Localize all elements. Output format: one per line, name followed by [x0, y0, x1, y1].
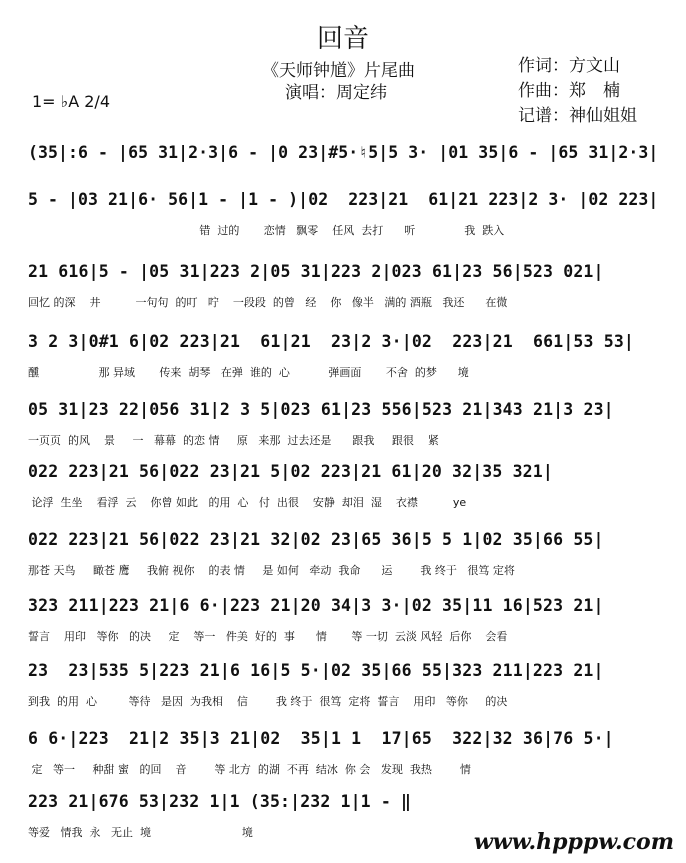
lyric-line: 誓言 用印 等你 的决 定 等一 件美 好的 事 情 等 一切 云淡 风轻 后你 会看 [28, 630, 508, 643]
lyric-line: 等爱 情我 永 无止 境 境 [28, 826, 253, 839]
score-line: 5 - |03 21|6· 56|1 - |1 - )|02 223|21 61|21 223|2 3· |02 223| [28, 190, 659, 209]
credits [518, 54, 637, 129]
lyric-line: 那苍 天鸟 瞰苍 鹰 我俯 视你 的表 情 是 如何 牵动 我命 运 我 终于 很笃 定将 [28, 564, 515, 577]
lyricist: 作词：方文山 [518, 56, 620, 76]
composer: 作曲：郑 楠 [518, 81, 620, 101]
lyric-line: 回忆 的深 井 一句句 的叮 咛 一段段 的曾 经 你 像半 满的 酒瓶 我还 在微 [28, 296, 508, 309]
score-line: 3 2 3|0#1 6|02 223|21 61|21 23|2 3·|02 223|21 661|53 53| [28, 332, 635, 351]
score-line: 223 21|676 53|232 1|1 (35:|232 1|1 - ‖ [28, 792, 412, 811]
page-title: 回音 [316, 24, 369, 54]
score-line: 6 6·|223 21|2 35|3 21|02 35|1 1 17|65 322|32 36|76 5·| [28, 729, 614, 748]
score-line: 21 616|5 - |05 31|223 2|05 31|223 2|023 61|23 56|523 021| [28, 262, 604, 281]
lyric-line: 一页页 的风 景 一 幕幕 的恋 情 原 来那 过去还是 跟我 跟很 紧 [28, 434, 439, 447]
subtitle: 《天师钟馗》片尾曲 [262, 61, 415, 81]
score-line: 05 31|23 22|056 31|2 3 5|023 61|23 556|523 21|343 21|3 23| [28, 400, 614, 419]
score-line: (35|:6 - |65 31|2·3|6 - |0 23|#5·♮5|5 3· |01 35|6 - |65 31|2·3| [28, 143, 659, 162]
lyric-line: 到我 的用 心 等待 是因 为我相 信 我 终于 很笃 定将 誓言 用印 等你 的决 [28, 695, 508, 708]
lyric-line: 醺 那 异域 传来 胡琴 在弹 谁的 心 弹画面 不舍 的梦 境 [28, 366, 469, 379]
lyric-line: 论浮 生坐 看浮 云 你曾 如此 的用 心 付 出很 安静 却泪 湿 衣襟 ye [28, 496, 467, 509]
key-signature: 1= ♭A 2/4 [32, 92, 110, 111]
watermark: www.hpppw.com [473, 829, 674, 855]
transcriber: 记谱：神仙姐姐 [518, 106, 637, 126]
score-line: 23 23|535 5|223 21|6 16|5 5·|02 35|66 55|323 211|223 21| [28, 661, 604, 680]
lyric-line: 错 过的 恋情 飘零 任风 去打 听 我 跌入 [28, 224, 505, 237]
score-line: 323 211|223 21|6 6·|223 21|20 34|3 3·|02 35|11 16|523 21| [28, 596, 604, 615]
score-line: 022 223|21 56|022 23|21 5|02 223|21 61|20 32|35 321| [28, 462, 553, 481]
score-line: 022 223|21 56|022 23|21 32|02 23|65 36|5 5 1|02 35|66 55| [28, 530, 604, 549]
lyric-line: 定 等一 种甜 蜜 的回 音 等 北方 的湖 不再 结冰 你 会 发现 我热 情 [28, 763, 471, 776]
singer: 演唱：周定纬 [285, 83, 387, 103]
